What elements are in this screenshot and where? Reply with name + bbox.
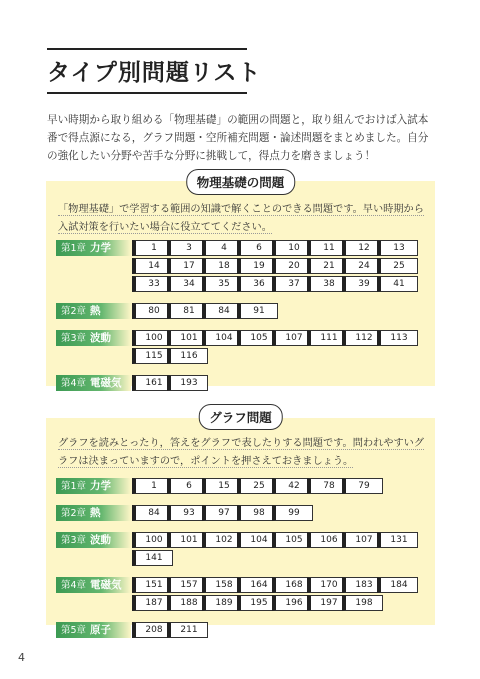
problem-number-box: 37 [272,276,313,292]
problem-number-box: 105 [237,330,278,346]
chapter-number: 第3章 [61,333,87,344]
chapter-name: 電磁気 [90,579,122,591]
problem-number-box: 39 [342,276,383,292]
description-line: 「物理基礎」で学習する範囲の知識で解くことのできる問題です。早い時期から [58,204,424,215]
problem-number-box: 3 [167,240,208,256]
title-block [47,48,262,94]
problem-number-box: 100 [132,330,173,346]
problem-number-box: 106 [307,532,348,548]
chapter-number: 第2章 [61,508,87,519]
problem-number-box: 151 [132,577,173,593]
problem-number-box: 11 [307,240,348,256]
chapter-number: 第5章 [61,625,87,636]
problem-number-box: 20 [272,258,313,274]
problem-number-box: 193 [167,375,208,391]
problem-number-box: 164 [237,577,278,593]
problem-number-box: 158 [202,577,243,593]
chapter-name: 波動 [90,534,112,546]
chapter-name: 熱 [90,507,101,519]
problem-number-box: 10 [272,240,313,256]
intro-paragraph: 早い時期から取り組める「物理基礎」の範囲の問題と，取り組んでおけば入試本番で得点源になる，グラフ問題・空所補充問題・論述問題をまとめました。自分の強化したい分野や苦手な分野に挑戦して，得点力を磨きましょう！ [47,114,429,162]
section-physics-basics [46,175,435,389]
problem-number-box: 38 [307,276,348,292]
problem-number-box: 131 [377,532,418,548]
chapter-row [56,303,426,323]
problem-number-box: 21 [307,258,348,274]
chapter-row [56,577,426,608]
problem-number-box: 84 [202,303,243,319]
problem-number-box: 12 [342,240,383,256]
problem-number-box: 33 [132,276,173,292]
problem-number-box: 161 [132,375,173,391]
problem-number-box: 107 [342,532,383,548]
problem-number-box: 198 [342,595,383,611]
chapter-number: 第4章 [61,378,87,389]
chapter-label [56,375,131,391]
problem-number-box: 36 [237,276,278,292]
problem-number-box: 115 [132,348,173,364]
problem-number-box: 141 [132,550,173,566]
chapter-name: 原子 [90,624,112,636]
chapter-label [56,330,131,346]
description-line: グラフを読みとったり，答えをグラフで表したりする問題です。問われやすいグ [58,438,425,449]
problem-number-box: 184 [377,577,418,593]
problem-number-box: 168 [272,577,313,593]
problem-number-box: 6 [167,478,208,494]
problem-number-box: 107 [272,330,313,346]
section-description [58,201,428,237]
problem-number-box: 101 [167,330,208,346]
problem-number-box: 1 [132,478,173,494]
problem-number-box: 78 [307,478,348,494]
problem-number-box: 197 [307,595,348,611]
problem-number-box: 14 [132,258,173,274]
problem-number-box: 101 [167,532,208,548]
title-rule-bottom [47,92,247,94]
section-heading: グラフ問題 [198,404,283,430]
problem-number-box: 116 [167,348,208,364]
problem-number-box: 112 [342,330,383,346]
problem-number-box: 187 [132,595,173,611]
description-line: ラフは決まっていますので，ポイントを押さえておきましょう。 [58,456,354,467]
chapter-number: 第2章 [61,306,87,317]
problem-number-box: 188 [167,595,208,611]
chapter-row [56,330,426,361]
problem-number-box: 111 [307,330,348,346]
problem-number-box: 93 [167,505,208,521]
problem-number-box: 6 [237,240,278,256]
section-description [58,435,428,471]
problem-number-box: 13 [377,240,418,256]
chapter-row [56,505,426,525]
chapter-row [56,622,426,642]
chapter-name: 熱 [90,305,101,317]
problem-number-box: 104 [237,532,278,548]
problem-number-box: 105 [272,532,313,548]
problem-number-box: 4 [202,240,243,256]
problem-number-box: 100 [132,532,173,548]
problem-number-box: 41 [377,276,418,292]
problem-number-box: 183 [342,577,383,593]
problem-number-box: 208 [132,622,173,638]
chapter-name: 力学 [90,242,112,254]
problem-number-box: 1 [132,240,173,256]
problem-number-box: 81 [167,303,208,319]
problem-number-box: 195 [237,595,278,611]
problem-number-box: 25 [377,258,418,274]
chapter-name: 波動 [90,332,112,344]
problem-number-box: 84 [132,505,173,521]
section-graph-problems [46,410,435,636]
chapter-name: 力学 [90,480,112,492]
problem-number-box: 113 [377,330,418,346]
chapter-label [56,303,131,319]
problem-number-box: 18 [202,258,243,274]
chapter-name: 電磁気 [90,377,122,389]
chapter-label [56,622,131,638]
description-line: 入試対策を行いたい場合に役立ててください。 [58,222,272,233]
problem-number-box: 196 [272,595,313,611]
problem-number-box: 35 [202,276,243,292]
chapter-label [56,505,131,521]
chapter-number: 第4章 [61,580,87,591]
chapter-label [56,478,131,494]
chapter-number: 第1章 [61,481,87,492]
problem-number-box: 91 [237,303,278,319]
problem-number-box: 211 [167,622,208,638]
problem-number-box: 98 [237,505,278,521]
chapter-row [56,240,426,289]
problem-number-box: 80 [132,303,173,319]
problem-number-box: 97 [202,505,243,521]
problem-number-box: 17 [167,258,208,274]
problem-number-box: 157 [167,577,208,593]
problem-number-box: 24 [342,258,383,274]
problem-number-box: 42 [272,478,313,494]
page-title: タイプ別問題リスト [47,60,262,86]
problem-number-box: 189 [202,595,243,611]
problem-number-box: 170 [307,577,348,593]
chapter-row [56,532,426,563]
chapter-number: 第1章 [61,243,87,254]
chapter-row [56,478,426,498]
chapter-row [56,375,426,395]
problem-number-box: 34 [167,276,208,292]
chapter-label [56,240,131,256]
chapter-number: 第3章 [61,535,87,546]
problem-number-box: 19 [237,258,278,274]
problem-number-box: 102 [202,532,243,548]
page-number: 4 [18,651,25,664]
problem-number-box: 79 [342,478,383,494]
problem-number-box: 25 [237,478,278,494]
section-heading: 物理基礎の問題 [186,169,296,195]
problem-number-box: 104 [202,330,243,346]
problem-number-box: 15 [202,478,243,494]
problem-number-box: 99 [272,505,313,521]
chapter-label [56,577,131,593]
chapter-label [56,532,131,548]
